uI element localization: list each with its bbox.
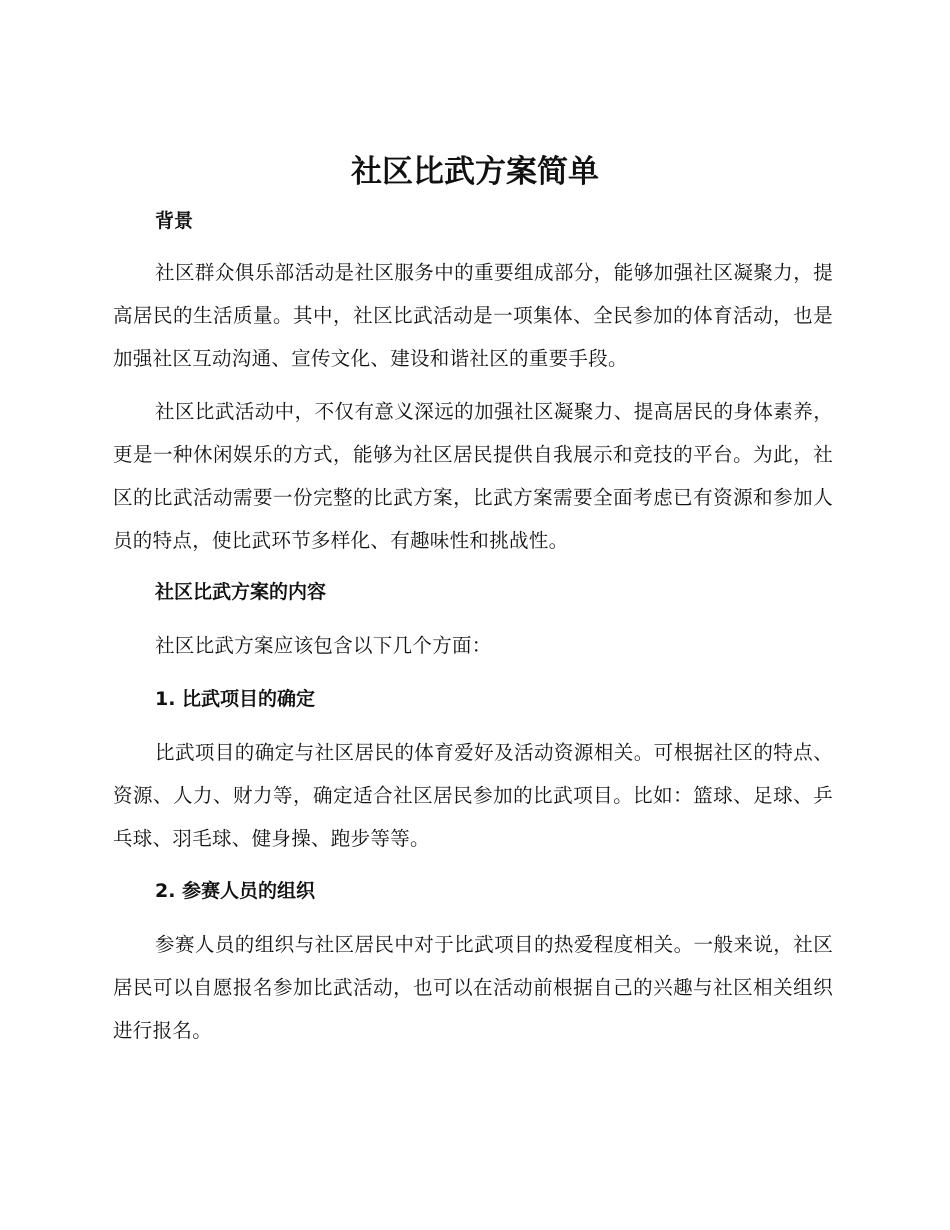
document-title: 社区比武方案简单 bbox=[351, 154, 599, 190]
item-heading-1: 1. 比武项目的确定 bbox=[155, 688, 316, 710]
paragraph-content-intro: 社区比武方案应该包含以下几个方面： bbox=[155, 634, 492, 657]
document-body bbox=[113, 200, 833, 1052]
item-heading-2: 2. 参赛人员的组织 bbox=[155, 880, 316, 902]
paragraph-background-1: 社区群众俱乐部活动是社区服务中的重要组成部分，能够加强社区凝聚力，提高居民的生活质量。其中，社区比武活动是一项集体、全民参加的体育活动，也是加强社区互动沟通、宣传文化、建设和谐社区的重要手段。 bbox=[113, 261, 833, 370]
paragraph-background-2: 社区比武活动中，不仅有意义深远的加强社区凝聚力、提高居民的身体素养，更是一种休闲娱乐的方式，能够为社区居民提供自我展示和竞技的平台。为此，社区的比武活动需要一份完整的比武方案，比武方案需要全面考虑已有资源和参加人员的特点，使比武环节多样化、有趣味性和挑战性。 bbox=[113, 400, 833, 552]
paragraph-item-2: 参赛人员的组织与社区居民中对于比武项目的热爱程度相关。一般来说，社区居民可以自愿报名参加比武活动，也可以在活动前根据自己的兴趣与社区相关组织进行报名。 bbox=[113, 933, 833, 1042]
paragraph-item-1: 比武项目的确定与社区居民的体育爱好及活动资源相关。可根据社区的特点、资源、人力、财力等，确定适合社区居民参加的比武项目。比如：篮球、足球、乒乓球、羽毛球、健身操、跑步等等。 bbox=[113, 741, 833, 850]
section-heading-background: 背景 bbox=[155, 210, 194, 232]
section-heading-content: 社区比武方案的内容 bbox=[155, 581, 327, 603]
